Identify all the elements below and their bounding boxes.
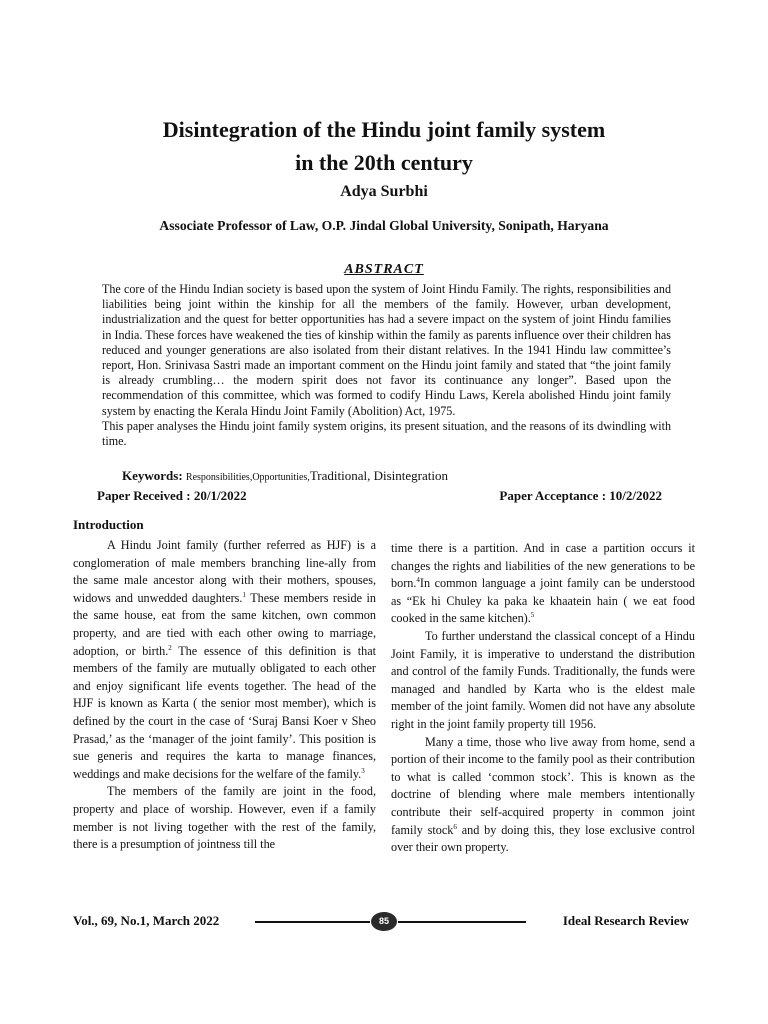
body-paragraph — [391, 540, 695, 628]
footnote-ref[interactable]: 6 — [453, 822, 457, 831]
footnote-ref[interactable]: 2 — [168, 643, 172, 652]
body-paragraph: The members of the family are joint in the food, property and place of worship. However, even if a family member is not living together with the rest of the family, there is a presumption of jointness till the — [73, 784, 376, 852]
footnote-ref[interactable]: 3 — [361, 766, 365, 775]
keywords-label: Keywords: — [122, 468, 183, 483]
keywords-list: Traditional, Disintegration — [309, 468, 448, 483]
footnote-ref[interactable]: 4 — [416, 576, 420, 585]
footnote-ref[interactable]: 5 — [530, 611, 535, 620]
abstract-paragraph-1: The core of the Hindu Indian society is based upon the system of Joint Hindu Family. The rights, responsibilities and liabilities being joint within the kinship for all the members of the family. However, urban development, industrialization and the quest for better opportunities has had a severe impact on the system of joint Hindu families in India. These forces have weakened the ties of kinship within the family as parents influence over their children has reduced and younger generations are also isolated from their distant relatives. In the 1941 Hindu law committee’s report, Hon. Srinivasa Sastri made an important comment on the Hindu joint family and stated that “the joint family is already crumbling… the modern spirit does not favor its continuance any longer”. Based upon the recommendation of this committee, which was formed to codify Hindu Laws, Kerela abolished Hindu joint family system by enacting the Kerala Hindu Joint Family (Abolition) Act, 1975. — [102, 282, 671, 418]
footer-volume: Vol., 69, No.1, March 2022 — [73, 913, 220, 928]
body-paragraph — [73, 537, 376, 783]
body-text: These members reside in the same house, eat from the same kitchen, own common property, and are tied with each other owing to marriage, adoption, or birth. — [73, 590, 376, 658]
keywords — [122, 468, 448, 484]
body-text: In common language a joint family can be understood as “Ek hi Chuley ka paka ke khaatein hain ( we eat food cooked in the same kitchen). — [391, 576, 695, 626]
author-name: Adya Surbhi — [340, 183, 428, 200]
abstract-heading: ABSTRACT — [344, 262, 424, 277]
left-column — [73, 537, 376, 854]
author-affiliation: Associate Professor of Law, O.P. Jindal Global University, Sonipath, Haryana — [159, 218, 609, 233]
body-paragraph: To further understand the classical concept of a Hindu Joint Family, it is imperative to understand the distribution and control of the family Funds. Traditionally, the funds were managed and handled by Karta who is the eldest male member of the joint family. Women did not have any absolute right in the joint family property till 1956. — [391, 628, 695, 731]
abstract-paragraph-2: This paper analyses the Hindu joint family system origins, its present situation, and the reasons of its dwindling with time. — [102, 418, 671, 449]
body-paragraph — [391, 734, 695, 857]
body-text: time there is a partition. And in case a partition occurs it changes the rights and liabilities of the new generations to be born. — [391, 541, 695, 591]
page-number-badge: 85 — [371, 912, 397, 931]
footer-rule-right — [398, 921, 526, 923]
body-text: A Hindu Joint family (further referred as HJF) is a conglomeration of male members branching line-ally from the same male ancestor along with their mothers, spouses, widows and unwedded daughters. — [73, 538, 376, 605]
abstract-body — [102, 282, 671, 449]
footer-rule-left — [255, 921, 370, 923]
body-text: Many a time, those who live away from home, send a portion of their income to the family pool as their contribution to what is called ‘common stock’. This is known as the doctrine of blending where male members intentionally contribute their self-acquired property in common joint family stock — [391, 734, 695, 837]
title-line-1: Disintegration of the Hindu joint family system — [162, 117, 606, 142]
footer-journal-name: Ideal Research Review — [562, 913, 689, 928]
body-text: and by doing this, they lose exclusive control over their own property. — [391, 822, 695, 855]
introduction-heading: Introduction — [73, 517, 144, 532]
body-text: The essence of this definition is that members of the family are mutually obligated to each other and enjoy significant life events together. The head of the HJF is known as Karta ( the senior most member), which is defined by the court in the case of ‘Suraj Bansi Koer v Sheo Prasad,’ as the ‘manager of the joint family’. This position is sue generis and requires the karta to manage finances, weddings and make decisions for the welfare of the family. — [73, 643, 376, 781]
paper-acceptance-date: Paper Acceptance : 10/2/2022 — [499, 488, 662, 503]
keywords-list-small: Responsibilities,Opportunities, — [185, 472, 310, 483]
right-column — [391, 540, 695, 857]
footnote-ref[interactable]: 1 — [242, 590, 246, 599]
paper-received-date: Paper Received : 20/1/2022 — [97, 488, 247, 503]
paper-title — [60, 113, 708, 179]
title-line-2: in the 20th century — [295, 150, 473, 175]
